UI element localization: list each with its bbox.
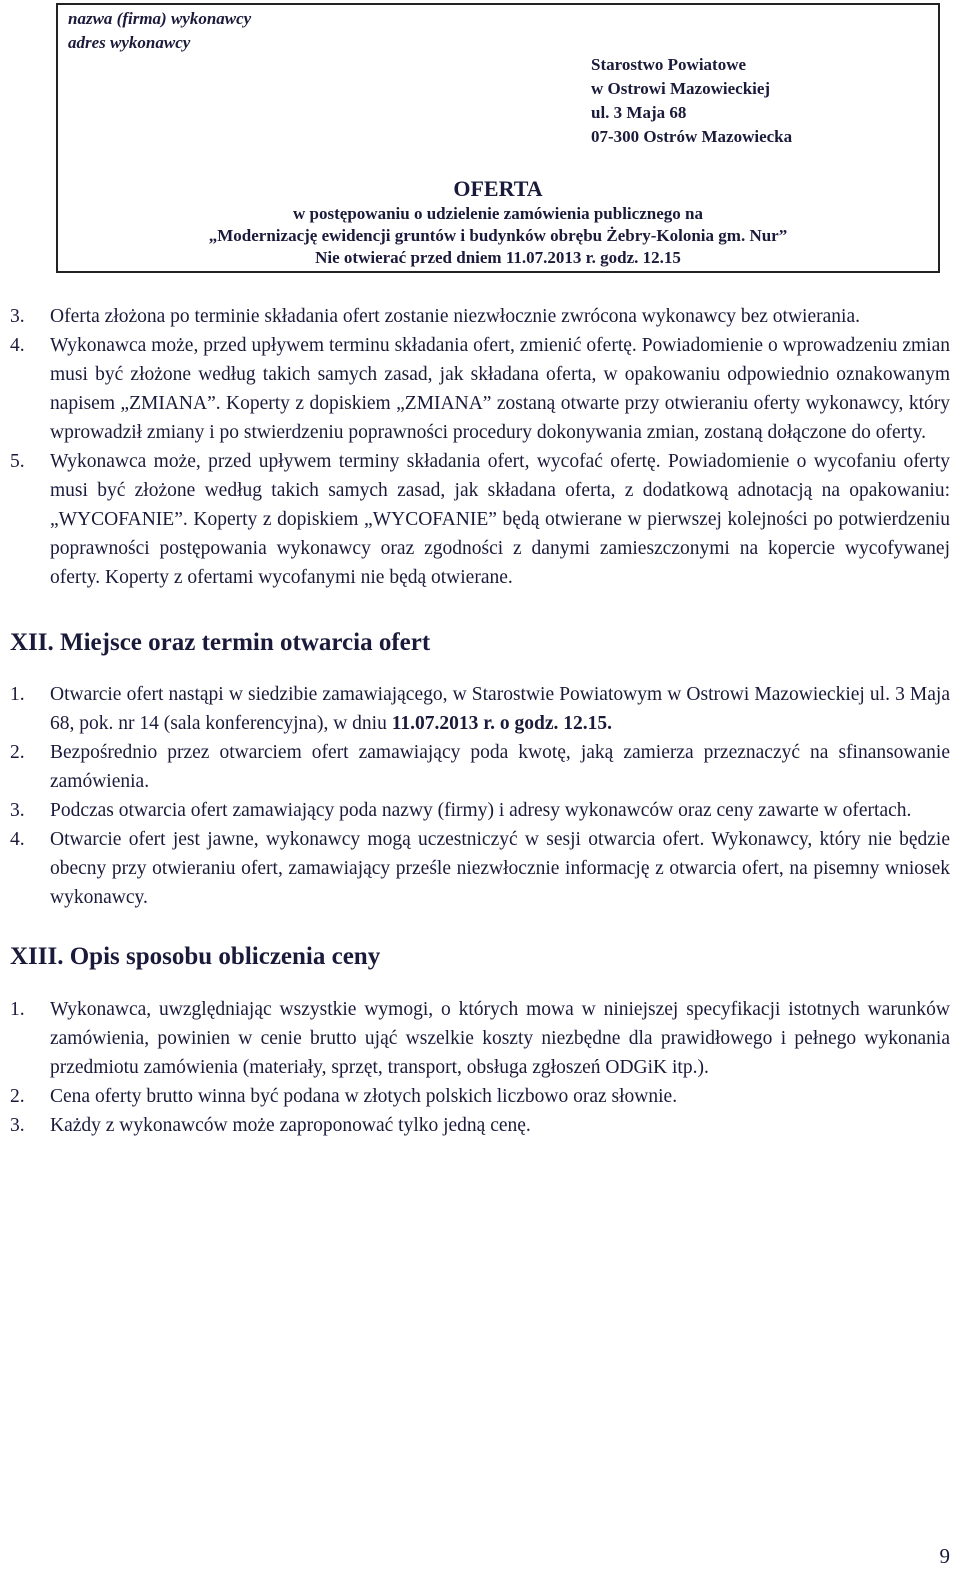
list-item: [10, 825, 950, 912]
item-number: 3.: [10, 800, 25, 821]
item-number: 1.: [10, 999, 25, 1020]
item-text: Oferta złożona po terminie składania ofert zostanie niezwłocznie zwrócona wykonawcy bez otwierania.: [50, 306, 860, 327]
item-text: Wykonawca może, przed upływem terminy składania ofert, wycofać ofertę. Powiadomienie o wycofaniu oferty musi być złożone według takich samych zasad, jak składana oferta, z dodatkową adnotacją na opakowaniu: „WYCOFANIE”. Koperty z dopiskiem „WYCOFANIE” będą otwierane w pierwszej kolejności po potwierdzeniu poprawności postępowania wykonawcy oraz zgodności z danymi zamieszczonymi na kopercie wycofywanej oferty. Koperty z ofertami wycofanymi nie będą otwierane.: [50, 451, 950, 588]
section-heading-xiii: XIII. Opis sposobu obliczenia ceny: [10, 943, 381, 970]
section-heading-xii: XII. Miejsce oraz termin otwarcia ofert: [10, 629, 431, 656]
page-number: 9: [939, 1544, 950, 1568]
offer-line: Nie otwierać przed dniem 11.07.2013 r. godz. 12.15: [315, 248, 681, 267]
envelope-box: [56, 3, 940, 273]
offer-title: OFERTA: [453, 176, 543, 201]
item-text: Bezpośrednio przez otwarciem ofert zamawiający poda kwotę, jaką zamierza przeznaczyć na sfinansowanie zamówienia.: [50, 742, 950, 792]
sender-address: adres wykonawcy: [68, 33, 191, 52]
list-item: [10, 302, 950, 331]
item-date-bold: 11.07.2013 r. o godz. 12.15.: [391, 713, 612, 734]
offer-line: w postępowaniu o udzielenie zamówienia publicznego na: [293, 204, 703, 223]
list-item: [10, 447, 950, 592]
item-text: Wykonawca może, przed upływem terminu składania ofert, zmienić ofertę. Powiadomienie o wprowadzeniu zmian musi być złożone według takich samych zasad, jak składana oferta, w opakowaniu odpowiednio oznakowanym napisem „ZMIANA”. Koperty z dopiskiem „ZMIANA” zostaną otwarte przy otwieraniu oferty wykonawcy, który wprowadził zmiany i po stwierdzeniu poprawności procedury dokonywania zmian, zostaną dołączone do oferty.: [50, 335, 950, 443]
item-number: 3.: [10, 1115, 25, 1136]
sender-block: [68, 7, 251, 55]
list-item: [10, 738, 950, 796]
item-number: 3.: [10, 306, 25, 327]
list-item: [10, 680, 950, 738]
recipient-block: [591, 53, 792, 149]
recipient-line: w Ostrowi Mazowieckiej: [591, 79, 771, 98]
list-item: [10, 331, 950, 447]
list-item: [10, 1082, 950, 1111]
item-number: 4.: [10, 829, 25, 850]
item-text: Podczas otwarcia ofert zamawiający poda nazwy (firmy) i adresy wykonawców oraz ceny zawarte w ofertach.: [50, 800, 912, 821]
recipient-line: Starostwo Powiatowe: [591, 55, 747, 74]
list-item: [10, 796, 950, 825]
sender-name: nazwa (firma) wykonawcy: [68, 9, 252, 28]
item-text: Cena oferty brutto winna być podana w złotych polskich liczbowo oraz słownie.: [50, 1086, 678, 1107]
list-item: [10, 995, 950, 1082]
item-number: 4.: [10, 335, 25, 356]
item-text: Otwarcie ofert nastąpi w siedzibie zamawiającego, w Starostwie Powiatowym w Ostrowi Mazowieckiej ul. 3 Maja 68, pok. nr 14 (sala konferencyjna), w dniu: [50, 684, 950, 734]
list-item: [10, 1111, 950, 1140]
offer-block: [58, 175, 938, 269]
item-text: Każdy z wykonawców może zaproponować tylko jedną cenę.: [50, 1115, 531, 1136]
document-body: [10, 302, 950, 1140]
item-number: 1.: [10, 684, 25, 705]
item-text: Otwarcie ofert jest jawne, wykonawcy mogą uczestniczyć w sesji otwarcia ofert. Wykonawcy, który nie będzie obecny przy otwieraniu ofert, zamawiający prześle niezwłocznie informację z otwarcia ofert, na pisemny wniosek wykonawcy.: [50, 829, 950, 908]
recipient-line: 07-300 Ostrów Mazowiecka: [591, 127, 793, 146]
item-number: 2.: [10, 1086, 25, 1107]
recipient-line: ul. 3 Maja 68: [591, 103, 687, 122]
item-number: 2.: [10, 742, 25, 763]
offer-line: „Modernizację ewidencji gruntów i budynków obrębu Żebry-Kolonia gm. Nur”: [208, 226, 788, 245]
item-number: 5.: [10, 451, 25, 472]
item-text: Wykonawca, uwzględniając wszystkie wymogi, o których mowa w niniejszej specyfikacji istotnych warunków zamówienia, powinien w cenie brutto ująć wszelkie koszty niezbędne dla prawidłowego i pełnego wykonania przedmiotu zamówienia (materiały, sprzęt, transport, obsługa zgłoszeń ODGiK itp.).: [50, 999, 950, 1078]
